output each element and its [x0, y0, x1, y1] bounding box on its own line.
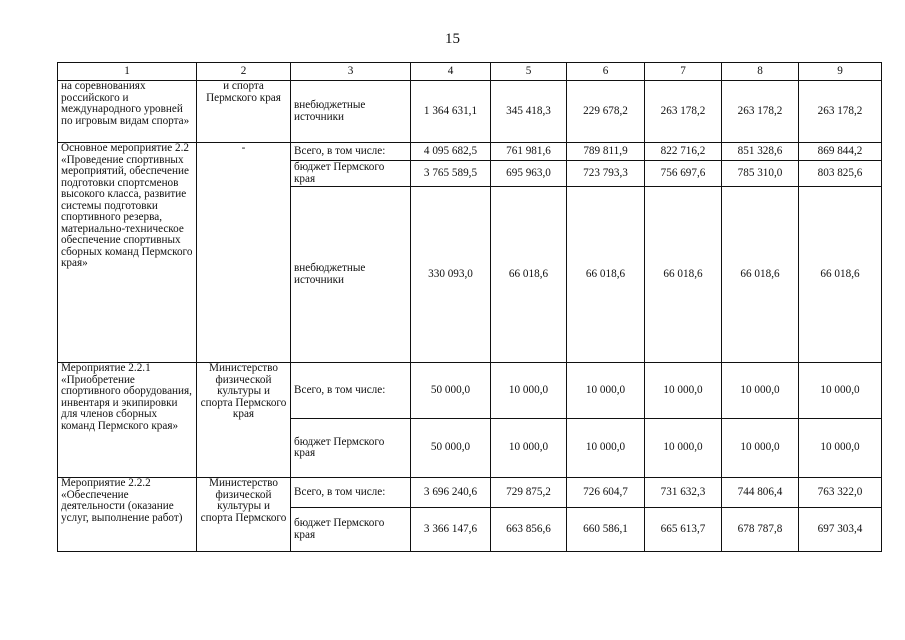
funding-source: Всего, в том числе: [291, 363, 411, 419]
funding-source: внебюджетные источники [291, 187, 411, 363]
value-cell: 4 095 682,5 [411, 143, 491, 161]
value-cell: 756 697,6 [645, 161, 722, 187]
value-cell: 869 844,2 [799, 143, 882, 161]
value-cell: 731 632,3 [645, 478, 722, 508]
value-cell: 789 811,9 [567, 143, 645, 161]
value-cell: 66 018,6 [799, 187, 882, 363]
col-header: 3 [291, 63, 411, 81]
value-cell: 66 018,6 [722, 187, 799, 363]
funding-source: бюджет Пермского края [291, 419, 411, 478]
value-cell: 785 310,0 [722, 161, 799, 187]
value-cell: 763 322,0 [799, 478, 882, 508]
value-cell: 345 418,3 [491, 81, 567, 143]
value-cell: 10 000,0 [799, 419, 882, 478]
activity-name: Мероприятие 2.2.1 «Приобретение спортивного оборудования, инвентаря и экипировки для членов сборных команд Пермского края» [58, 363, 197, 478]
value-cell: 723 793,3 [567, 161, 645, 187]
funding-table [57, 62, 882, 552]
value-cell: 263 178,2 [722, 81, 799, 143]
col-header: 9 [799, 63, 882, 81]
value-cell: 678 787,8 [722, 508, 799, 552]
value-cell: 10 000,0 [567, 419, 645, 478]
value-cell: 10 000,0 [491, 363, 567, 419]
col-header: 2 [197, 63, 291, 81]
header-row [58, 63, 882, 81]
activity-name: на соревнованиях российского и международного уровней по игровым видам спорта» [58, 81, 197, 143]
col-header: 5 [491, 63, 567, 81]
col-header: 7 [645, 63, 722, 81]
value-cell: 851 328,6 [722, 143, 799, 161]
value-cell: 50 000,0 [411, 363, 491, 419]
funding-source: бюджет Пермского края [291, 508, 411, 552]
value-cell: 744 806,4 [722, 478, 799, 508]
value-cell: 10 000,0 [722, 363, 799, 419]
value-cell: 3 696 240,6 [411, 478, 491, 508]
col-header: 6 [567, 63, 645, 81]
executor-name: Министерство физической культуры и спорта Пермского [197, 478, 291, 552]
value-cell: 10 000,0 [567, 363, 645, 419]
value-cell: 330 093,0 [411, 187, 491, 363]
value-cell: 66 018,6 [645, 187, 722, 363]
value-cell: 729 875,2 [491, 478, 567, 508]
funding-source: Всего, в том числе: [291, 478, 411, 508]
value-cell: 665 613,7 [645, 508, 722, 552]
value-cell: 10 000,0 [491, 419, 567, 478]
table-row [58, 478, 882, 508]
col-header: 4 [411, 63, 491, 81]
value-cell: 10 000,0 [645, 419, 722, 478]
table-row [58, 81, 882, 143]
funding-source: Всего, в том числе: [291, 143, 411, 161]
value-cell: 726 604,7 [567, 478, 645, 508]
value-cell: 10 000,0 [722, 419, 799, 478]
value-cell: 263 178,2 [645, 81, 722, 143]
value-cell: 3 765 589,5 [411, 161, 491, 187]
col-header: 8 [722, 63, 799, 81]
page-number: 15 [445, 31, 460, 47]
value-cell: 822 716,2 [645, 143, 722, 161]
value-cell: 229 678,2 [567, 81, 645, 143]
value-cell: 10 000,0 [645, 363, 722, 419]
value-cell: 697 303,4 [799, 508, 882, 552]
col-header: 1 [58, 63, 197, 81]
funding-source: внебюджетные источники [291, 81, 411, 143]
activity-name: Основное мероприятие 2.2 «Проведение спортивных мероприятий, обеспечение подготовки спортсменов высокого класса, развитие системы подготовки спортивного резерва, материально-техническое обеспечение спортивных сборных команд Пермского края» [58, 143, 197, 363]
table-row [58, 363, 882, 419]
value-cell: 660 586,1 [567, 508, 645, 552]
activity-name: Мероприятие 2.2.2 «Обеспечение деятельности (оказание услуг, выполнение работ) [58, 478, 197, 552]
value-cell: 10 000,0 [799, 363, 882, 419]
executor-name: - [197, 143, 291, 363]
executor-name: Министерство физической культуры и спорта Пермского края [197, 363, 291, 478]
value-cell: 663 856,6 [491, 508, 567, 552]
value-cell: 66 018,6 [491, 187, 567, 363]
funding-source: бюджет Пермского края [291, 161, 411, 187]
value-cell: 803 825,6 [799, 161, 882, 187]
value-cell: 66 018,6 [567, 187, 645, 363]
value-cell: 263 178,2 [799, 81, 882, 143]
value-cell: 3 366 147,6 [411, 508, 491, 552]
value-cell: 1 364 631,1 [411, 81, 491, 143]
value-cell: 50 000,0 [411, 419, 491, 478]
value-cell: 695 963,0 [491, 161, 567, 187]
value-cell: 761 981,6 [491, 143, 567, 161]
table-row [58, 143, 882, 161]
executor-name: и спорта Пермского края [197, 81, 291, 143]
